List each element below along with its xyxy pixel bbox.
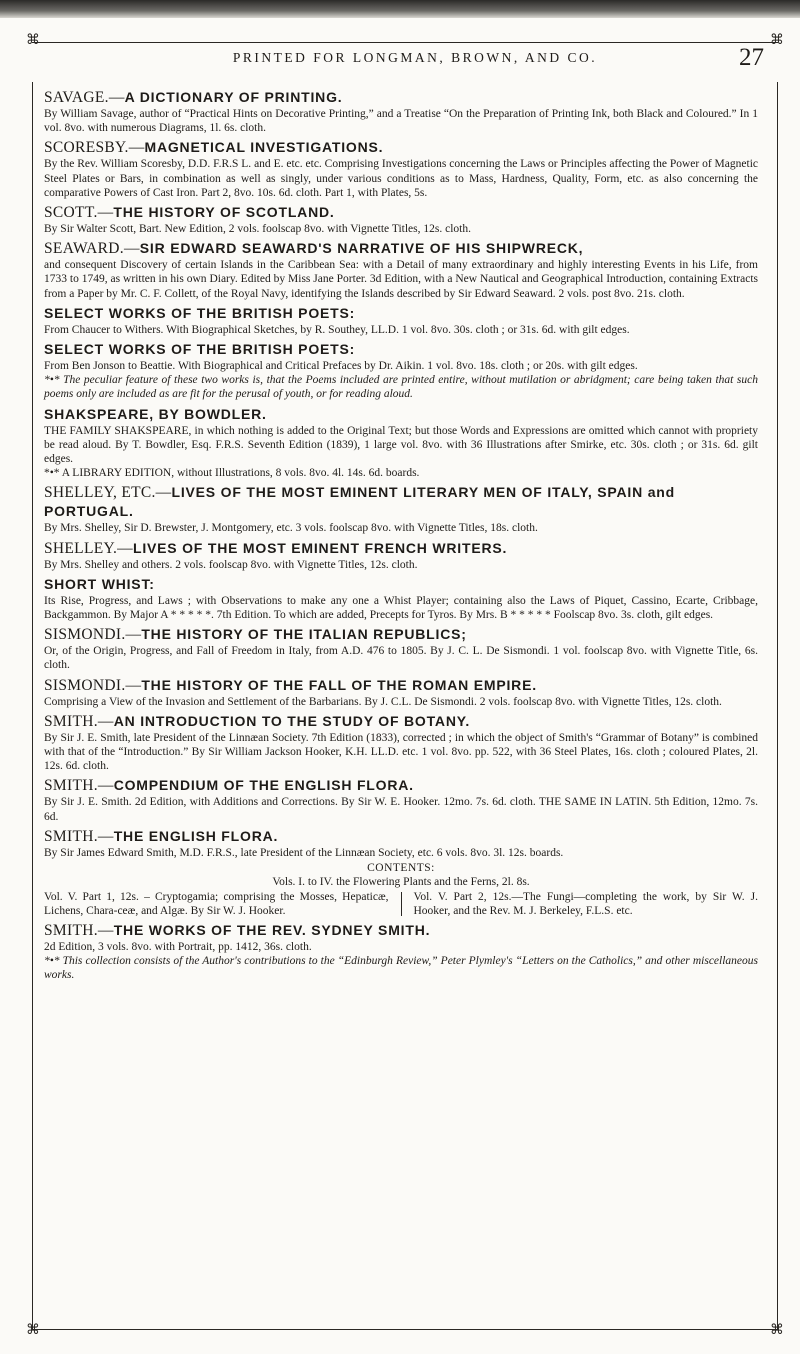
entry-description: and consequent Discovery of certain Islands in the Caribbean Sea: with a Detail of many extraordinary and highly interesting Events in his Life, from 1733 to 1749, as written in his own Diary. Edited by Miss Jane Porter. 3d Edition, with a New Nautical and Geographical Introduction, containing Extracts from a Paper by Mr. C. F. Collett, of the Royal Navy, identifying the Islands described by Sir Edward Seaward. 2 vols. post 8vo. 21s. cloth. <box>44 259 758 300</box>
catalogue-entry <box>44 827 758 918</box>
entry-author: SMITH.— <box>44 921 114 939</box>
entry-author: SAVAGE.— <box>44 89 125 106</box>
entry-description: 2d Edition, 3 vols. 8vo. with Portrait, pp. 1412, 36s. cloth. <box>44 940 312 953</box>
page-header <box>26 32 784 82</box>
header-rule <box>32 42 778 43</box>
entry-description: THE FAMILY SHAKSPEARE, in which nothing is added to the Original Text; but those Words and Expressions are omitted which cannot with propriety be read aloud. By T. Bowdler, Esq. F.R.S. Seventh Edition (1839), 1 large vol. 8vo. with 36 Illustrations after Smirke, etc. 30s. cloth ; or 31s. 6d. gilt edges. <box>44 424 758 466</box>
entry-title: SELECT WORKS OF THE BRITISH POETS: <box>44 304 356 321</box>
entry-title: SHORT WHIST: <box>44 575 155 592</box>
catalogue-entry <box>44 304 758 337</box>
entry-author: SHELLEY, ETC.— <box>44 484 172 502</box>
entry-author: SEAWARD.— <box>44 240 140 258</box>
entry-description: By William Savage, author of “Practical Hints on Decorative Printing,” and a Treatise “On the Preparation of Printing Ink, both Black and Coloured.” In 1 vol. 8vo. with numerous Diagrams, 1l. 6s. cloth. <box>44 108 758 135</box>
entry-title: THE HISTORY OF THE FALL OF THE ROMAN EMPIRE. <box>141 676 537 693</box>
entry-author: SMITH.— <box>44 777 114 795</box>
entry-author: SCOTT.— <box>44 204 114 222</box>
entry-description: Comprising a View of the Invasion and Settlement of the Barbarians. By J. C.L. De Sismondi. 2 vols. foolscap 8vo. with Vignette Titles, 12s. cloth. <box>44 695 722 708</box>
entry-title: LIVES OF THE MOST EMINENT LITERARY MEN OF ITALY, SPAIN and PORTUGAL. <box>44 484 675 520</box>
entry-title: SELECT WORKS OF THE BRITISH POETS: <box>44 341 356 358</box>
catalogue-entry <box>44 625 758 672</box>
catalogue-entry <box>44 575 758 622</box>
catalogue-entry <box>44 676 758 709</box>
catalogue-entry <box>44 138 758 200</box>
catalogue-entry <box>44 921 758 983</box>
running-head: PRINTED FOR LONGMAN, BROWN, AND CO. <box>232 50 598 65</box>
entry-title: SIR EDWARD SEAWARD'S NARRATIVE OF HIS SHIPWRECK, <box>139 240 584 257</box>
contents-volumes-line: Vols. I. to IV. the Flowering Plants and the Ferns, 2l. 8s. <box>272 876 530 889</box>
entry-author: SHELLEY.— <box>44 539 133 557</box>
entry-description: By Mrs. Shelley, Sir D. Brewster, J. Montgomery, etc. 3 vols. foolscap 8vo. with Vignette Titles, 18s. cloth. <box>44 522 538 535</box>
entry-description: *•* A LIBRARY EDITION, without Illustrations, 8 vols. 8vo. 4l. 14s. 6d. boards. <box>44 467 420 480</box>
entry-title: COMPENDIUM OF THE ENGLISH FLORA. <box>113 777 414 794</box>
entry-title: THE ENGLISH FLORA. <box>113 827 279 844</box>
entry-description: By Sir J. E. Smith, late President of the Linnæan Society. 7th Edition (1833), corrected ; in which the object of Smith's “Grammar of Botany” is combined with that of the “Introduction.” By Sir William Jackson Hooker, K.H. LL.D. etc. 1 vol. 8vo. pp. 522, with 36 Steel Plates, 16s. cloth ; coloured Plates, 2l. 12s. 6d. cloth. <box>44 731 758 773</box>
entry-note: *•* This collection consists of the Author's contributions to the “Edinburgh Review,” Peter Plymley's “Letters on the Catholics,” and other miscellaneous works. <box>44 955 758 982</box>
catalogue-entry <box>44 203 758 236</box>
corner-ornament-icon: ⌘ <box>770 1322 784 1338</box>
entry-title: SHAKSPEARE, BY BOWDLER. <box>44 405 267 422</box>
entry-description: Or, of the Origin, Progress, and Fall of Freedom in Italy, from A.D. 476 to 1805. By J. C. L. De Sismondi. 1 vol. foolscap 8vo. with Vignette Title, 6s. cloth. <box>44 645 758 672</box>
catalogue-entry <box>44 239 758 301</box>
catalogue-entry <box>44 539 758 572</box>
entry-description: By Sir Walter Scott, Bart. New Edition, 2 vols. foolscap 8vo. with Vignette Titles, 12s. cloth. <box>44 223 471 236</box>
column-divider <box>401 892 402 916</box>
entry-title: MAGNETICAL INVESTIGATIONS. <box>144 139 384 156</box>
entry-description: From Ben Jonson to Beattie. With Biographical and Critical Prefaces by Dr. Aikin. 1 vol. 8vo. 18s. cloth ; or 20s. with gilt edges. <box>44 360 638 373</box>
entry-title: THE WORKS OF THE REV. SYDNEY SMITH. <box>113 921 431 938</box>
entry-note: *•* The peculiar feature of these two works is, that the Poems included are printed entire, without mutilation or abridgment; care being taken that such poems only are included as are fit for the perusal of youth, or for reading aloud. <box>44 374 758 401</box>
entry-title: THE HISTORY OF THE ITALIAN REPUBLICS; <box>141 626 467 643</box>
entry-description: By the Rev. William Scoresby, D.D. F.R.S L. and E. etc. etc. Comprising Investigations concerning the Laws or Principles affecting the Power of Magnetic Steel Plates or Bars, in combination as well as singly, under various conditions as to Mass, Hardness, Quality, Form, etc. as also concerning the comparative Powers of Cast Iron. Part 2, 8vo. 10s. 6d. cloth. Part 1, with Plates, 5s. <box>44 158 758 199</box>
entry-author: SISMONDI.— <box>44 626 142 644</box>
catalogue-entry <box>44 340 758 402</box>
catalogue-entry <box>44 405 758 481</box>
entry-description: From Chaucer to Withers. With Biographical Sketches, by R. Southey, LL.D. 1 vol. 8vo. 30s. cloth ; or 31s. 6d. with gilt edges. <box>44 323 630 336</box>
corner-ornament-icon: ⌘ <box>26 1322 40 1338</box>
catalogue-entry <box>44 483 758 535</box>
entry-title: AN INTRODUCTION TO THE STUDY OF BOTANY. <box>113 712 471 729</box>
entry-description: By Sir J. E. Smith. 2d Edition, with Additions and Corrections. By Sir W. E. Hooker. 12mo. 7s. 6d. cloth. THE SAME IN LATIN. 5th Edition, 12mo. 7s. 6d. <box>44 796 758 823</box>
entry-author: SCORESBY.— <box>44 139 145 157</box>
contents-left-column: Vol. V. Part 1, 12s. – Cryptogamia; comprising the Mosses, Hepaticæ, Lichens, Chara-ceæ, and Algæ. By Sir W. J. Hooker. <box>44 890 389 917</box>
entry-description: Its Rise, Progress, and Laws ; with Observations to make any one a Whist Player; containing also the Laws of Piquet, Cassino, Ecarte, Cribbage, Backgammon. By Major A * * * * *. 7th Edition. To which are added, Precepts for Tyros. By Mrs. B * * * * * Foolscap 8vo. 3s. cloth, gilt edges. <box>44 594 758 622</box>
catalogue-entry <box>44 712 758 774</box>
entry-description: By Sir James Edward Smith, M.D. F.R.S., late President of the Linnæan Society, etc. 6 vols. 8vo. 3l. 12s. boards. <box>44 846 564 859</box>
catalogue-entry <box>44 88 758 135</box>
catalogue-entry <box>44 776 758 823</box>
catalogue-entries <box>44 88 758 986</box>
page-number: 27 <box>739 44 764 71</box>
corner-ornament-icon: ⌘ <box>770 32 784 48</box>
entry-author: SISMONDI.— <box>44 676 142 694</box>
contents-heading: CONTENTS: <box>367 862 435 875</box>
entry-title: THE HISTORY OF SCOTLAND. <box>113 204 335 221</box>
corner-ornament-icon: ⌘ <box>26 32 40 48</box>
entry-title: LIVES OF THE MOST EMINENT FRENCH WRITERS. <box>132 539 508 556</box>
entry-description: By Mrs. Shelley and others. 2 vols. foolscap 8vo. with Vignette Titles, 12s. cloth. <box>44 558 418 571</box>
entry-author: SMITH.— <box>44 712 114 730</box>
scan-edge <box>0 0 800 18</box>
contents-columns <box>44 890 758 918</box>
entry-author: SMITH.— <box>44 827 114 845</box>
entry-title: A DICTIONARY OF PRINTING. <box>124 89 343 105</box>
contents-right-column: Vol. V. Part 2, 12s.—The Fungi—completing the work, by Sir W. J. Hooker, and the Rev. M. J. Berkeley, F.L.S. etc. <box>413 890 758 917</box>
